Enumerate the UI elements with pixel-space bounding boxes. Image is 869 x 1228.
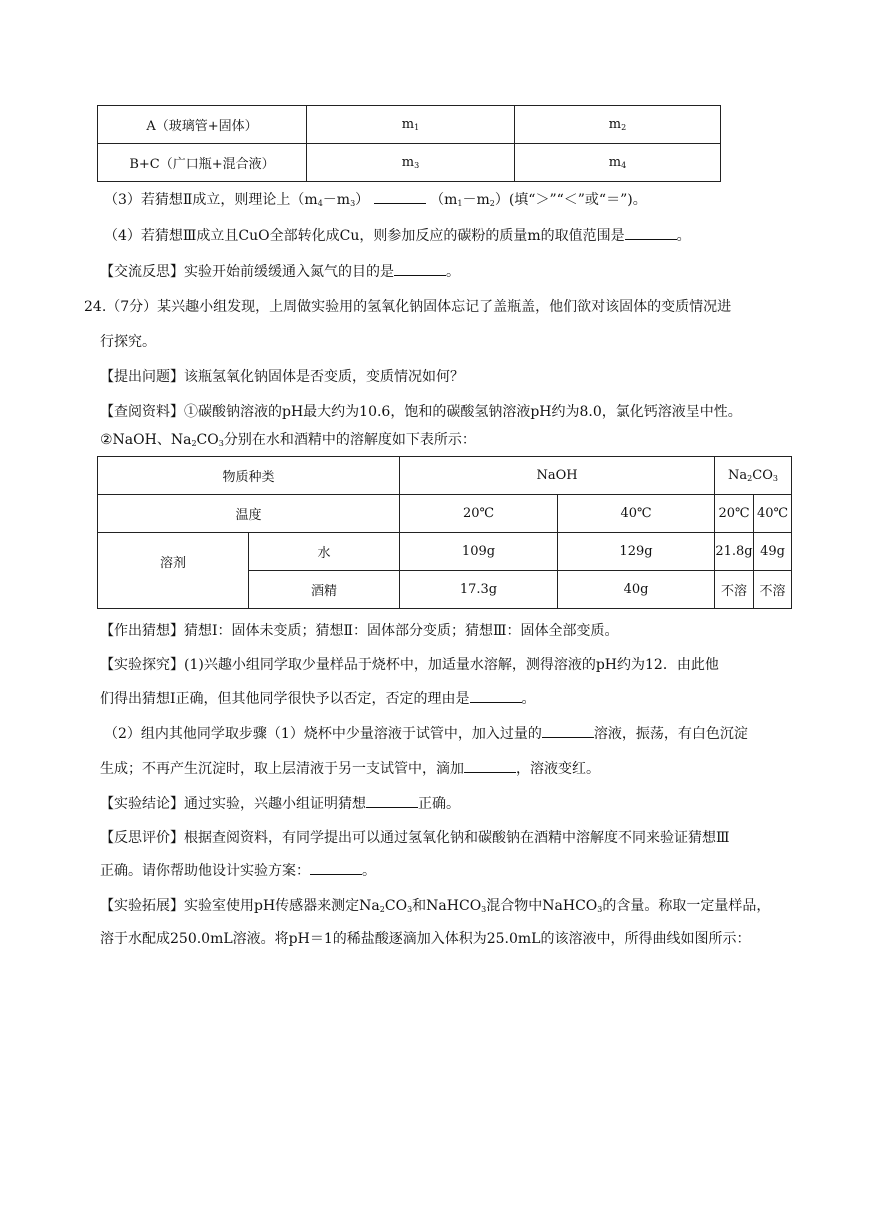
table-header-na2co3 xyxy=(715,457,792,495)
text: 溶液，振荡，有白色沉淀 xyxy=(593,726,748,742)
text: －m xyxy=(462,192,490,208)
subscript: 3 xyxy=(407,905,413,914)
cell-text: m xyxy=(401,117,415,132)
answer-blank[interactable] xyxy=(625,225,677,240)
question-4 xyxy=(104,225,691,246)
text: （2）组内其他同学取步骤（1）烧杯中少量溶液于试管中，加入过量的 xyxy=(104,726,542,742)
text: CO xyxy=(196,432,219,448)
text: 和NaHCO xyxy=(412,898,482,914)
explore-1-line1: 【实验探究】(1)兴趣小组同学取少量样品于烧杯中，加适量水溶解，测得溶液的pH约为12．由此他 xyxy=(100,657,719,673)
table-cell: 不溶 xyxy=(715,571,754,609)
text: 。 xyxy=(521,691,536,707)
answer-blank[interactable] xyxy=(542,723,594,738)
text: －m xyxy=(322,192,351,208)
text: ②NaOH、Na xyxy=(100,432,192,448)
evaluate-line1: 【反思评价】根据查阅资料，有同学提出可以通过氢氧化钠和碳酸钠在酒精中溶解度不同来验证猜想Ⅲ xyxy=(100,830,730,846)
table-cell xyxy=(307,144,515,182)
text: 混合物中NaHCO xyxy=(486,898,598,914)
text: ）(填“＞”“＜”或“＝”)。 xyxy=(494,192,647,208)
subscript: 2 xyxy=(489,199,495,208)
text: CO xyxy=(384,898,408,914)
subscript: 3 xyxy=(414,161,420,170)
text: 。 xyxy=(446,264,460,280)
subscript: 3 xyxy=(218,439,224,448)
text: 【实验拓展】实验室使用pH传感器来测定Na xyxy=(100,898,380,914)
table-cell: 21.8g xyxy=(715,533,754,571)
table-row xyxy=(98,106,721,144)
cell-text: m xyxy=(401,155,415,170)
table-cell: 20℃ xyxy=(715,495,754,533)
explore-1-line2 xyxy=(100,688,536,709)
table-cell: 不溶 xyxy=(754,571,792,609)
table-cell: A（玻璃管+固体） xyxy=(98,106,307,144)
table-cell: 109g xyxy=(400,533,558,571)
answer-blank[interactable] xyxy=(310,860,362,875)
subscript: 2 xyxy=(621,123,627,132)
text: 正确。请你帮助他设计实验方案： xyxy=(100,863,310,879)
conclusion xyxy=(100,793,460,814)
subscript: 1 xyxy=(457,199,463,208)
subscript: 2 xyxy=(191,439,197,448)
problem-statement: 【提出问题】该瓶氢氧化钠固体是否变质，变质情况如何？ xyxy=(100,369,464,385)
subscript: 4 xyxy=(621,161,627,170)
text: 们得出猜想Ⅰ正确，但其他同学很快予以否定，否定的理由是 xyxy=(100,691,470,707)
table-cell: 40℃ xyxy=(558,495,715,533)
table-cell: 49g xyxy=(754,533,792,571)
table-cell xyxy=(515,106,721,144)
answer-blank[interactable] xyxy=(470,688,522,703)
table-cell: 129g xyxy=(558,533,715,571)
info-line-2 xyxy=(100,430,476,454)
table-cell xyxy=(515,144,721,182)
hypothesis: 【作出猜想】猜想Ⅰ：固体未变质；猜想Ⅱ：固体部分变质；猜想Ⅲ：固体全部变质。 xyxy=(100,623,619,639)
answer-blank[interactable] xyxy=(464,758,516,773)
cell-text: m xyxy=(608,155,622,170)
answer-blank[interactable] xyxy=(366,793,418,808)
evaluate-line2 xyxy=(100,860,376,881)
text: ，溶液变红。 xyxy=(516,761,600,777)
table-row xyxy=(98,144,721,182)
subscript: 3 xyxy=(350,199,356,208)
table-cell: 40g xyxy=(558,571,715,609)
text: CO xyxy=(752,468,773,483)
reflection xyxy=(100,261,460,282)
table-cell: 水 xyxy=(249,533,400,571)
solubility-table xyxy=(97,456,792,609)
subscript: 2 xyxy=(379,905,385,914)
table-cell: 17.3g xyxy=(400,571,558,609)
table-cell: 40℃ xyxy=(754,495,792,533)
table-cell: B+C（广口瓶+混合液） xyxy=(98,144,307,182)
text: 生成；不再产生沉淀时，取上层清液于另一支试管中，滴加 xyxy=(100,761,464,777)
table-cell: 20℃ xyxy=(400,495,558,533)
table-row xyxy=(98,495,792,533)
question-3 xyxy=(104,189,647,214)
answer-blank[interactable] xyxy=(374,189,426,204)
extend-line2: 溶于水配成250.0mL溶液。将pH＝1的稀盐酸逐滴加入体积为25.0mL的该溶液中，所得曲线如图所示： xyxy=(100,931,751,947)
text: 分别在水和酒精中的溶解度如下表所示： xyxy=(223,432,476,448)
question-24-line1: 24.（7分）某兴趣小组发现，上周做实验用的氢氧化钠固体忘记了盖瓶盖，他们欲对该固体的变质情况进 xyxy=(84,299,732,315)
cell-text: m xyxy=(608,117,622,132)
subscript: 3 xyxy=(772,474,778,483)
subscript: 3 xyxy=(481,905,487,914)
table-cell: 酒精 xyxy=(249,571,400,609)
subscript: 4 xyxy=(317,199,323,208)
table-row xyxy=(98,457,792,495)
text: （4）若猜想Ⅲ成立且CuO全部转化成Cu，则参加反应的碳粉的质量m的取值范围是 xyxy=(104,228,625,244)
text: Na xyxy=(728,468,748,483)
table-header-kind: 物质种类 xyxy=(98,457,400,495)
cell-text: 溶剂 xyxy=(159,556,186,571)
subscript: 2 xyxy=(747,474,753,483)
explore-2-line1 xyxy=(104,723,748,744)
text: （3）若猜想Ⅱ成立，则理论上（m xyxy=(104,192,318,208)
info-line-1: 【查阅资料】①碳酸钠溶液的pH最大约为10.6，饱和的碳酸氢钠溶液pH约为8.0，氯化钙溶液呈中性。 xyxy=(100,404,742,420)
subscript: 3 xyxy=(597,905,603,914)
extend-line1 xyxy=(100,896,770,920)
subscript: 1 xyxy=(414,123,420,132)
table-cell xyxy=(98,533,249,609)
text: 【实验结论】通过实验，兴趣小组证明猜想 xyxy=(100,796,366,812)
text: 。 xyxy=(676,228,691,244)
text: 【交流反思】实验开始前缓缓通入氮气的目的是 xyxy=(100,264,394,280)
text: （m xyxy=(430,192,458,208)
question-24-line2: 行探究。 xyxy=(100,334,156,350)
table-cell xyxy=(307,106,515,144)
text: ） xyxy=(355,192,370,208)
table-header-naoh: NaOH xyxy=(400,457,715,495)
text: 正确。 xyxy=(418,796,460,812)
table-cell: 温度 xyxy=(98,495,400,533)
explore-2-line2 xyxy=(100,758,600,779)
table-row xyxy=(98,533,792,571)
answer-blank[interactable] xyxy=(394,261,446,276)
text: 的含量。称取一定量样品， xyxy=(602,898,771,914)
mass-table xyxy=(97,105,721,182)
text: 。 xyxy=(362,863,376,879)
